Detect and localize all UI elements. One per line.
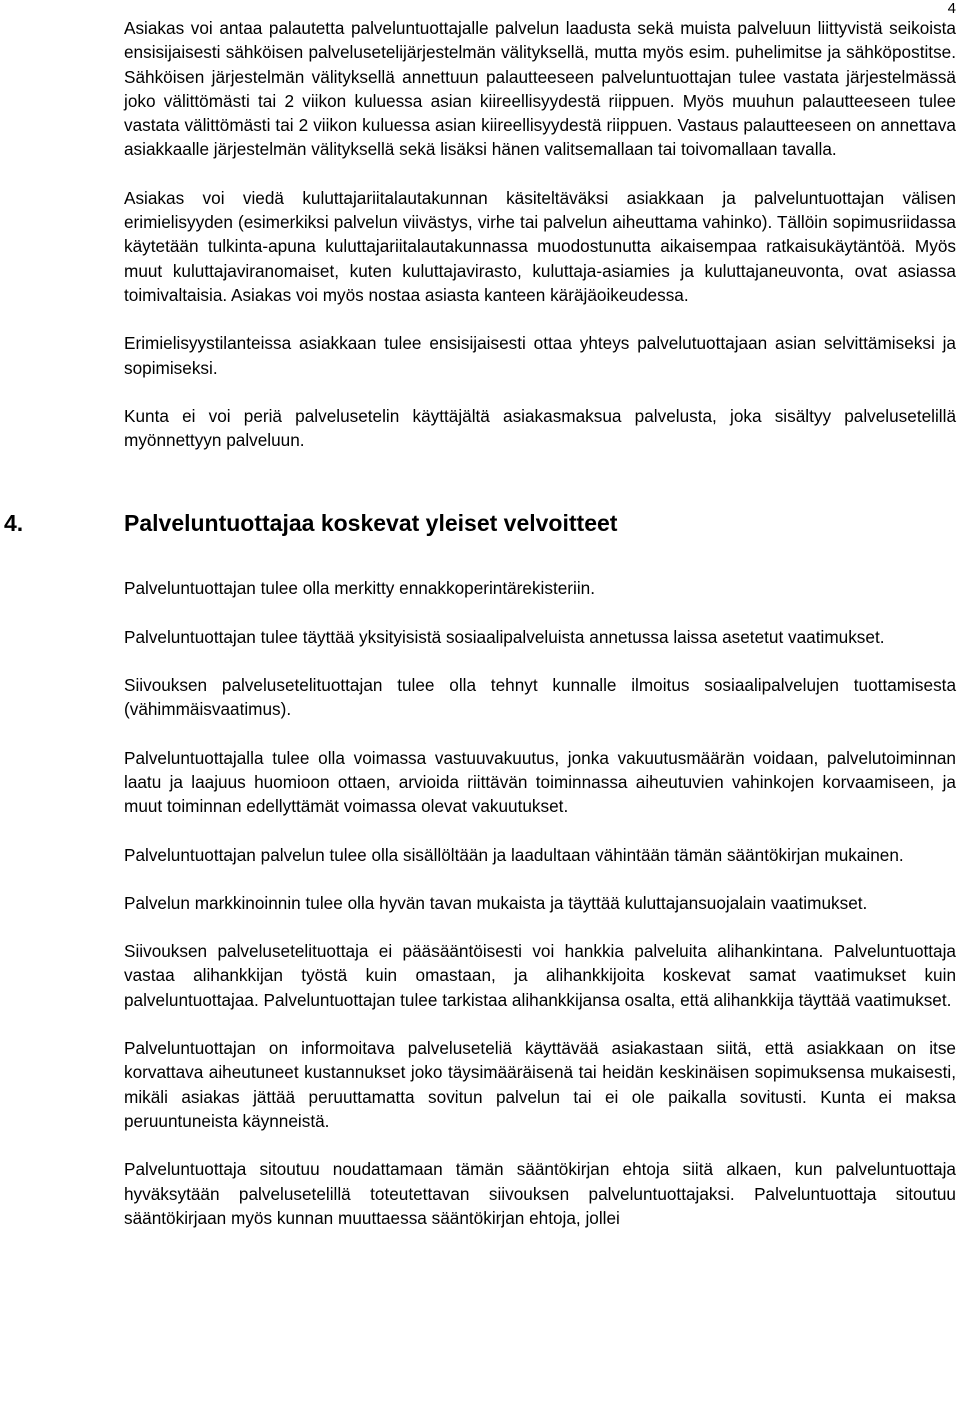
- paragraph-notification: Siivouksen palvelusetelituottajan tulee olla tehnyt kunnalle ilmoitus sosiaalipalvelujen tuottamisesta (vähimmäisvaatimus).: [124, 675, 956, 720]
- page-number: 4: [947, 0, 956, 17]
- paragraph-disagreement: Erimielisyystilanteissa asiakkaan tulee ensisijaisesti ottaa yhteys palvelutuottajaan asian selvittämiseksi ja sopimiseksi.: [124, 333, 956, 378]
- paragraph-liability-insurance: Palveluntuottajalla tulee olla voimassa vastuuvakuutus, jonka vakuutusmäärän voidaan, palvelutoiminnan laatu ja laajuus huomioon ottaen, arvioida riittävän toiminnassa aiheutuvien vahinkojen korvaamiseen, ja muut toiminnan edellyttämät voimassa olevat vakuutukset.: [124, 747, 956, 817]
- paragraph-customer-fee: Kunta ei voi periä palvelusetelin käyttäjältä asiakasmaksua palvelusta, joka sisältyy palvelusetelillä myönnettyyn palveluun.: [124, 405, 956, 451]
- paragraph-commitment: Palveluntuottaja sitoutuu noudattamaan tämän sääntökirjan ehtoja siitä alkaen, kun palveluntuottaja hyväksytään palvelusetelillä toteutettavan siivouksen palveluntuottajaksi. Palveluntuottaja sitoutuu sääntökirjaan myös kunnan muuttaessa sääntökirjan ehtoja, jollei: [124, 1159, 956, 1228]
- paragraph-service-quality: Palveluntuottajan palvelun tulee olla sisällöltään ja laadultaan vähintään tämän sääntökirjan mukainen.: [124, 844, 904, 865]
- paragraph-consumer-disputes: Asiakas voi viedä kuluttajariitalautakunnan käsiteltäväksi asiakkaan ja palveluntuottajan välisen erimielisyyden (esimerkiksi palvelun viivästys, virhe tai palvelun aiheuttama vahinko). Tällöin sopimusriidassa käytetään tulkinta-apuna kuluttajariitalautakunnassa muodostunutta aikaisempaa ratkaisukäytäntöä. Myös muut kuluttajaviranomaiset, kuten kuluttajavirasto, kuluttaja-asiamies ja kuluttajaneuvonta, ovat asiassa toimivaltaisia. Asiakas voi myös nostaa asiasta kanteen käräjäoikeudessa.: [124, 187, 956, 305]
- paragraph-feedback: Asiakas voi antaa palautetta palveluntuottajalle palvelun laadusta sekä muista palveluun liittyvistä seikoista ensisijaisesti sähköisen palvelusetelijärjestelmän välityksellä, mutta myös esim. puhelimitse ja sähköpostitse. Sähköisen järjestelmän välityksellä annettuun palautteeseen palveluntuottajan tulee vastata järjestelmässä joko välittömästi tai 2 viikon kuluessa asian kiireellisyydestä riippuen. Myös muuhun palautteeseen tulee vastata välittömästi tai 2 viikon kuluessa asian kiireellisyydestä riippuen. Vastaus palautteeseen on annettava asiakkaalle järjestelmän välityksellä sekä lisäksi hänen valitsemallaan tai toivomallaan tavalla.: [124, 18, 956, 160]
- paragraph-marketing: Palvelun markkinoinnin tulee olla hyvän tavan mukaista ja täyttää kuluttajansuojalain vaatimukset.: [124, 892, 868, 913]
- paragraph-cancellation: Palveluntuottajan on informoitava palveluseteliä käyttävää asiakastaan siitä, että asiakkaan on itse korvattava aiheutuneet kustannukset joko täysimääräisenä tai heidän keskinäisen sopimuksensa mukaisesti, mikäli asiakas jättää peruuttamatta sovitun palvelun tai ei ole paikalla sovitusti. Kunta ei maksa peruuntuneista käynneistä.: [124, 1038, 956, 1131]
- section-heading: [4, 508, 956, 538]
- section-title: Palveluntuottajaa koskevat yleiset velvoitteet: [124, 510, 618, 537]
- paragraph-social-services-law: Palveluntuottajan tulee täyttää yksityisistä sosiaalipalveluista annetussa laissa asetetut vaatimukset.: [124, 626, 885, 647]
- paragraph-prepayment-register: Palveluntuottajan tulee olla merkitty ennakkoperintärekisteriin.: [124, 578, 596, 599]
- paragraph-subcontracting: Siivouksen palvelusetelituottaja ei pääsääntöisesti voi hankkia palveluita alihankintana. Palveluntuottaja vastaa alihankkijan työstä kuin omastaan, ja alihankkijoita koskevat samat vaatimukset kuin palveluntuottajaa. Palveluntuottajan tulee tarkistaa alihankkijansa osalta, että alihankkija täyttää vaatimukset.: [124, 941, 956, 1010]
- section-number: 4.: [4, 510, 24, 537]
- document-body: [4, 16, 956, 1230]
